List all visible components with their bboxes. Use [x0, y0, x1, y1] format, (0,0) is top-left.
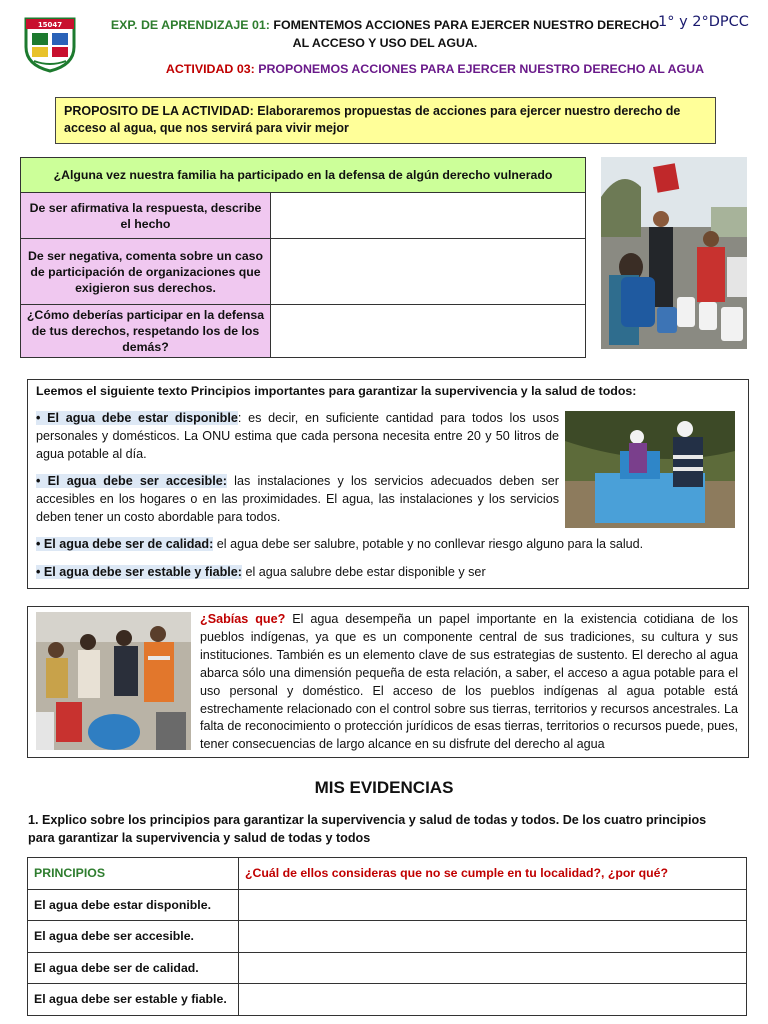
question-table [20, 157, 586, 358]
activity-title [100, 62, 768, 76]
answer-cell[interactable] [239, 984, 747, 1016]
principle-row-label: El agua debe ser estable y fiable. [28, 984, 239, 1016]
question-table-heading: ¿Alguna vez nuestra familia ha participado en la defensa de algún derecho vulnerado [21, 158, 586, 193]
water-queue-photo [36, 612, 191, 750]
question-row-label: De ser afirmativa la respuesta, describe el hecho [21, 193, 271, 239]
principle-item [36, 563, 736, 581]
principle-title: • El agua debe estar disponible [36, 411, 238, 425]
water-workers-photo [565, 411, 735, 528]
logo-number: 15047 [37, 21, 63, 29]
experience-title-line1: FOMENTEMOS ACCIONES PARA EJERCER NUESTRO DERECHO [273, 18, 660, 32]
answer-cell[interactable] [271, 239, 586, 305]
answer-cell[interactable] [239, 952, 747, 984]
principle-text: el agua salubre debe estar disponible y ser [242, 565, 486, 579]
evidence-title: MIS EVIDENCIAS [314, 778, 454, 797]
experience-title-line2: AL ACCESO Y USO DEL AGUA. [292, 36, 478, 50]
water-protest-photo [601, 157, 747, 349]
activity-title-text: PROPONEMOS ACCIONES PARA EJERCER NUESTRO DERECHO AL AGUA [258, 62, 705, 76]
principle-title: • El agua debe ser de calidad: [36, 537, 214, 551]
principle-item [36, 535, 736, 553]
answer-cell[interactable] [239, 921, 747, 953]
sabias-que-text [200, 611, 738, 754]
principle-title: • El agua debe ser accesible: [36, 474, 227, 488]
grade-label: 1° y 2°DPCC [658, 14, 749, 30]
answer-column-header: ¿Cuál de ellos consideras que no se cumple en tu localidad?, ¿por qué? [239, 858, 747, 890]
answer-cell[interactable] [271, 305, 586, 358]
principle-row-label: El agua debe ser de calidad. [28, 952, 239, 984]
principle-title: • El agua debe ser estable y fiable: [36, 565, 242, 579]
experience-label: EXP. DE APRENDIZAJE 01: [110, 18, 270, 32]
question-row-label: De ser negativa, comenta sobre un caso de participación de organizaciones que exigieron sus derechos. [21, 239, 271, 305]
principles-column-header: PRINCIPIOS [28, 858, 239, 890]
sabias-que-body: El agua desempeña un papel importante en la existencia cotidiana de los pueblos indígenas, ya que es un componente central de sus tradiciones, su cultura y sus instituciones. También es un elemento clave de sus estrategias de sustento. El derecho al agua abarca sólo una dimensión pequeña de esta relación, a saber, el acceso a agua potable para el uso personal y doméstico. El acceso de los pueblos indígenas al agua potable está estrechamente relacionado con el control sobre sus tierras, territorios y recursos ancestrales. La falta de reconocimiento o protección jurídicos de esas tierras, territorios o recursos puede, pues, tener consecuencias de largo alcance en su disfrute del derecho al agua [200, 612, 738, 752]
activity-label: ACTIVIDAD 03: [165, 62, 255, 76]
experience-title [100, 16, 670, 52]
answer-cell[interactable] [239, 889, 747, 921]
purpose-box: PROPOSITO DE LA ACTIVIDAD: Elaboraremos propuestas de acciones para ejercer nuestro derecho de acceso al agua, que nos servirá para vivir mejor [55, 97, 716, 144]
principle-text: el agua debe ser salubre, potable y no conllevar riesgo alguno para la salud. [213, 537, 644, 551]
answer-cell[interactable] [271, 193, 586, 239]
principles-table [27, 857, 747, 1016]
principles-intro: Leemos el siguiente texto Principios importantes para garantizar la supervivencia y la salud de todos: [36, 384, 637, 398]
sabias-que-label: ¿Sabías que? [200, 612, 286, 626]
question-row-label: ¿Cómo deberías participar en la defensa de tus derechos, respetando los de los demás? [21, 305, 271, 358]
principle-text: : es decir, en suficiente cantidad para todos los usos personales y domésticos. La ONU estima que cada persona necesita entre 20 y 50 litros de agua potable al día. [36, 411, 560, 461]
principle-row-label: El agua debe estar disponible. [28, 889, 239, 921]
school-logo [20, 15, 80, 73]
principle-text: las instalaciones y los servicios adecuados deben ser accesibles en los hogares o en las proximidades. El agua, las instalaciones y los servicios deben tener un costo abordable para todos. [36, 474, 559, 524]
evidence-question: 1. Explico sobre los principios para garantizar la supervivencia y salud de todas y todos. De los cuatro principios para garantizar la supervivencia y salud de todas y todos [28, 813, 707, 845]
principle-item [36, 472, 559, 526]
principle-item [36, 409, 559, 463]
principle-row-label: El agua debe ser accesible. [28, 921, 239, 953]
